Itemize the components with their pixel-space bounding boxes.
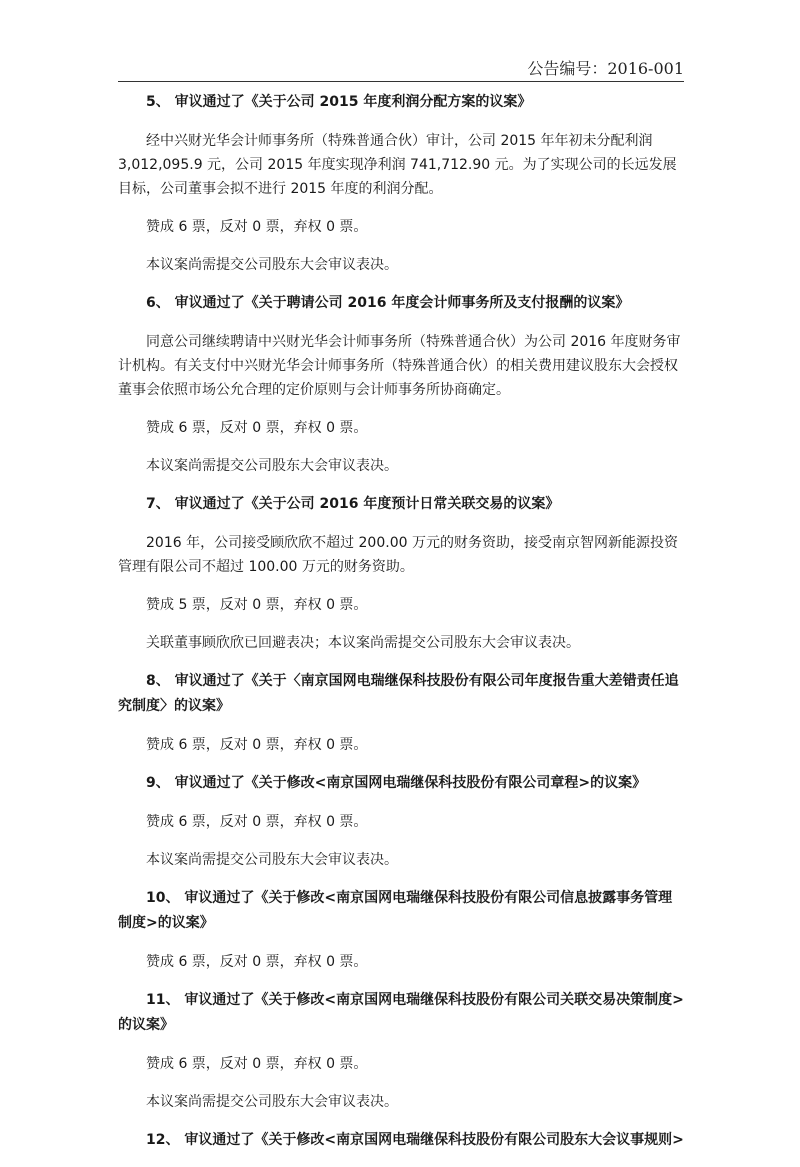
resolution-heading: 11、 审议通过了《关于修改<南京国网电瑞继保科技股份有限公司关联交易决策制度>的议案》 — [118, 992, 684, 1033]
resolution-heading: 5、 审议通过了《关于公司 2015 年度利润分配方案的议案》 — [146, 94, 532, 110]
vote-result: 赞成 6 票，反对 0 票，弃权 0 票。 — [146, 1056, 368, 1072]
resolution-6 — [118, 291, 684, 478]
resolution-paragraph: 经中兴财光华会计师事务所（特殊普通合伙）审计，公司 2015 年年初未分配利润 3,012,095.9 元，公司 2015 年度实现净利润 741,712.90 元。为了实现公司的长远发展目标，公司董事会拟不进行 2015 年度的利润分配。 — [118, 133, 677, 197]
header-divider — [118, 81, 684, 82]
resolution-heading: 10、 审议通过了《关于修改<南京国网电瑞继保科技股份有限公司信息披露事务管理制度>的议案》 — [118, 890, 673, 931]
vote-result: 赞成 6 票，反对 0 票，弃权 0 票。 — [146, 737, 368, 753]
page-header — [118, 56, 684, 82]
resolution-paragraph: 同意公司继续聘请中兴财光华会计师事务所（特殊普通合伙）为公司 2016 年度财务审计机构。有关支付中兴财光华会计师事务所（特殊普通合伙）的相关费用建议股东大会授权董事会依照市场公允合理的定价原则与会计师事务所协商确定。 — [118, 334, 681, 398]
vote-result: 赞成 6 票，反对 0 票，弃权 0 票。 — [146, 420, 368, 436]
vote-result: 赞成 6 票，反对 0 票，弃权 0 票。 — [146, 219, 368, 235]
resolution-11 — [118, 988, 684, 1114]
resolution-note: 本议案尚需提交公司股东大会审议表决。 — [146, 458, 398, 474]
vote-result: 赞成 6 票，反对 0 票，弃权 0 票。 — [146, 814, 368, 830]
resolution-8 — [118, 669, 684, 757]
resolution-10 — [118, 886, 684, 974]
resolution-heading: 7、 审议通过了《关于公司 2016 年度预计日常关联交易的议案》 — [146, 496, 560, 512]
resolution-heading: 8、 审议通过了《关于〈南京国网电瑞继保科技股份有限公司年度报告重大差错责任追究制度〉的议案》 — [118, 673, 679, 714]
announcement-number: 公告编号：2016-001 — [527, 59, 684, 78]
resolution-heading: 9、 审议通过了《关于修改<南京国网电瑞继保科技股份有限公司章程>的议案》 — [146, 775, 647, 791]
resolution-heading: 12、 审议通过了《关于修改<南京国网电瑞继保科技股份有限公司股东大会议事规则> — [146, 1132, 684, 1148]
resolution-note: 本议案尚需提交公司股东大会审议表决。 — [146, 1094, 398, 1110]
vote-result: 赞成 6 票，反对 0 票，弃权 0 票。 — [146, 954, 368, 970]
resolution-note: 本议案尚需提交公司股东大会审议表决。 — [146, 257, 398, 273]
document-body — [118, 90, 684, 1167]
resolution-paragraph: 2016 年，公司接受顾欣欣不超过 200.00 万元的财务资助，接受南京智网新能源投资管理有限公司不超过 100.00 万元的财务资助。 — [118, 535, 678, 575]
vote-result: 赞成 5 票，反对 0 票，弃权 0 票。 — [146, 597, 368, 613]
resolution-note: 本议案尚需提交公司股东大会审议表决。 — [146, 852, 398, 868]
resolution-7 — [118, 492, 684, 655]
resolution-9 — [118, 771, 684, 872]
resolution-heading: 6、 审议通过了《关于聘请公司 2016 年度会计师事务所及支付报酬的议案》 — [146, 295, 630, 311]
resolution-note: 关联董事顾欣欣已回避表决；本议案尚需提交公司股东大会审议表决。 — [146, 635, 580, 651]
resolution-5 — [118, 90, 684, 277]
